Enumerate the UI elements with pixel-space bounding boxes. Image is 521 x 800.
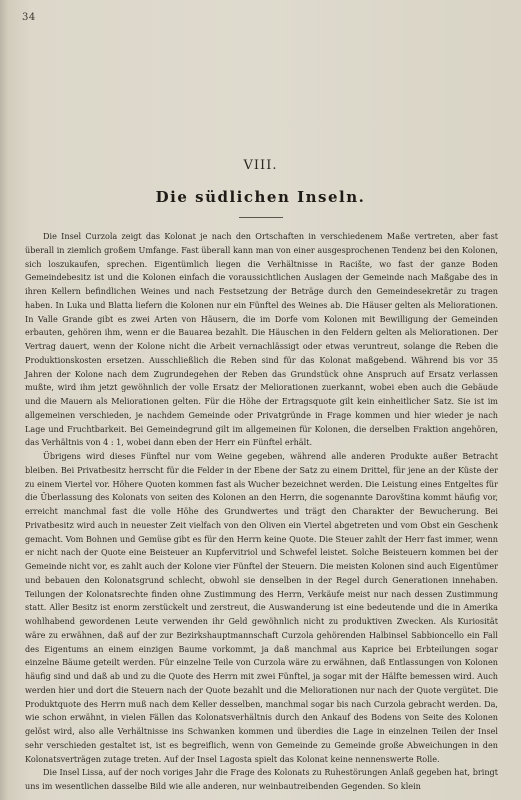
binding-shadow — [0, 0, 8, 800]
paragraph: Übrigens wird dieses Fünftel nur vom Weine gegeben, während alle anderen Produkte außer Betracht bleiben. Bei Privatbesitz herrscht für die Felder in der Ebene der Satz zu einem Drittel, für jene an der Küste der zu einem Viertel vor. Höhere Quoten kommen fast als Wucher bezeichnet werden. Die Leistung eines Entgeltes für die Überlassung des Kolonats von seiten des Kolonen an den Herrn, die sogenannte Darovština kommt häufig vor, erreicht manchmal fast die volle Höhe des Grundwertes und trägt den Charakter der Bewucherung. Bei Privatbesitz wird auch in neuester Zeit vielfach von den Oliven ein Viertel abgetreten und vom Obst ein Geschenk gemacht. Vom Bohnen und Gemüse gibt es für den Herrn keine Quote. Die Steuer zahlt der Herr fast immer, wenn er nicht nach der Quote eine Beisteuer an Kupfervitriol und Schwefel leistet. Solche Beisteuern kommen bei der Gemeinde nicht vor, es zahlt auch der Kolone vier Fünftel der Steuern. Die meisten Kolonen sind auch Eigentümer und bebauen den Kolonatsgrund schlecht, obwohl sie denselben in der Regel durch Generationen innehaben. Teilungen der Kolonatsrechte finden ohne Zustimmung des Herrn, Verkäufe meist nur nach dessen Zustimmung statt. Aller Besitz ist enorm zerstückelt und zerstreut, die Auswanderung ist eine bedeutende und die in Amerika wohlhabend gewordenen Leute verwenden ihr Geld gewöhnlich nicht zu produktiven Zwecken. Als Kuriosität wäre zu erwähnen, daß auf der zur Bezirkshauptmannschaft Curzola gehörenden Halbinsel Sabbioncello ein Fall des Eigentums an einem einzigen Baume vorkommt, ja daß manchmal aus Kaprice bei Erbteilungen sogar einzelne Bäume geteilt werden. Für einzelne Teile von Curzola wäre zu erwähnen, daß Entlassungen von Kolonen häufig sind und daß ab und zu die Quote des Herrn mit zwei Fünftel, ja sogar mit der Hälfte bemessen wird. Auch werden hier und dort die Steuern nach der Quote bezahlt und die Meliorationen nur nach der Quote vergütet. Die Produktquote des Herrn muß nach dem Keller desselben, manchmal sogar bis nach Curzola gebracht werden. Da, wie schon erwähnt, in vielen Fällen das Kolonatsverhältnis durch den Ankauf des Bodens von Seite des Kolonen gelöst wird, also alle Verhältnisse ins Schwanken kommen und überdies die Lage in einzelnen Teilen der Insel sehr verschieden gestaltet ist, ist es begreiflich, wenn von Gemeinde zu Gemeinde große Abweichungen in den Kolonatsverträgen zutage treten. Auf der Insel Lagosta spielt das Kolonat keine nennenswerte Rolle. — [25, 451, 498, 764]
title-underline — [239, 217, 283, 218]
chapter-title: Die südlichen Inseln. — [155, 188, 366, 206]
page-number: 34 — [22, 12, 36, 23]
paragraph: Die Insel Curzola zeigt das Kolonat je nach den Ortschaften in verschiedenem Maße vertreten, aber fast überall in ziemlich großem Umfange. Fast überall kann man von einer ausgesprochenen Tendenz bei den Kolonen, sich loszukaufen, sprechen. Eigentümlich liegen die Verhältnisse in Racište, wo fast der ganze Boden Gemeindebesitz ist und die Kolonen einfach die voraussichtlichen Auslagen der Gemeinde nach Maßgabe des in ihren Kellern befindlichen Weines und nach Festsetzung der Beträge durch den Gemeindesekretär zu tragen haben. In Luka und Blatta liefern die Kolonen nur ein Fünftel des Weines ab. Die Häuser gelten als Meliorationen. In Valle Grande gibt es zwei Arten von Häusern, die im Dorfe vom Kolonen mit Bewilligung der Gemeinden erbauten, gehören ihm, wenn er die Bauarea bezahlt. Die Häuschen in den Feldern gelten als Meliorationen. Der Vertrag dauert, wenn der Kolone nicht die Arbeit vernachlässigt oder etwas veruntreut, solange die Reben die Produktionskosten ersetzen. Ausschließlich die Reben sind für das Kolonat maßgebend. Während bis vor 35 Jahren der Kolone nach dem Zugrundegehen der Reben das Grundstück ohne Anspruch auf Ersatz verlassen mußte, wird ihm jetzt gewöhnlich der volle Ersatz der Meliorationen zuerkannt, wobei eben auch die Gebäude und die Mauern als Meliorationen gelten. Für die Höhe der Ertragsquote gilt kein einheitlicher Satz. Sie ist im allgemeinen verschieden, je nachdem Gemeinde oder Privatgründe in Frage kommen und hier wieder je nach Lage und Fruchtbarkeit. Bei Gemeindegrund gilt im allgemeinen für Kolonen, die derselben Fraktion angehören, das Verhältnis von 4 : 1, wobei dann eben der Herr ein Fünftel erhält. — [25, 231, 498, 448]
paragraph: Die Insel Lissa, auf der noch voriges Jahr die Frage des Kolonats zu Ruhestörungen Anlaß gegeben hat, bringt uns im wesentlichen dasselbe Bild wie alle anderen, nur weinbautreibenden Gegenden. So klein — [25, 767, 498, 791]
body-text — [25, 230, 498, 794]
chapter-number: VIII. — [243, 158, 278, 173]
